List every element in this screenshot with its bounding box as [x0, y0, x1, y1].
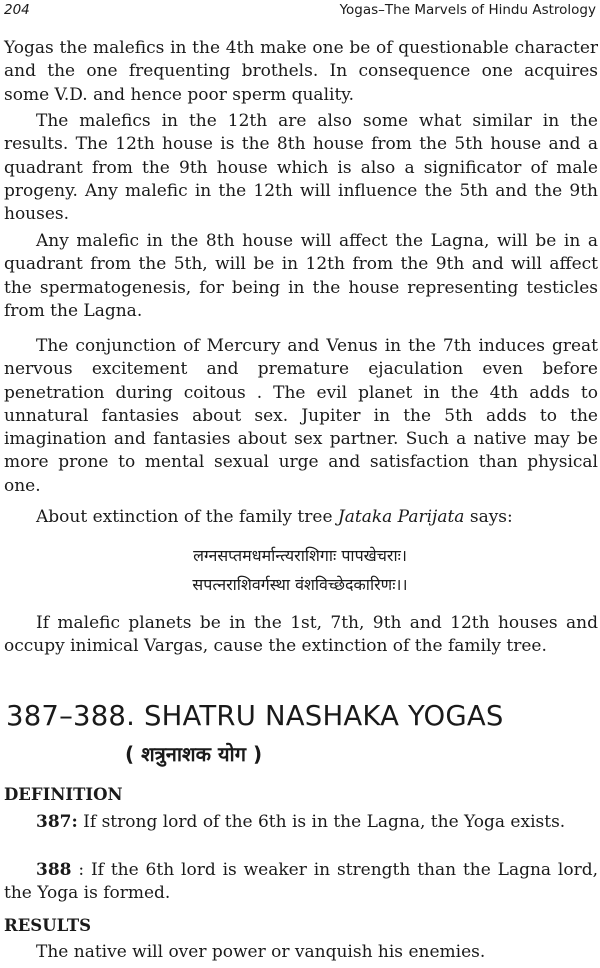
paragraph-mercury-venus: The conjunction of Mercury and Venus in the 7th induces great nervous excitement and premature ejaculation even before penetration during coitous . The evil planet in the 4th adds to unnatural fantasies about sex. Jupiter in the 5th adds to the imagination and fantasies about sex partner. Such a native may be more prone to mental sexual urge and satisfaction than physical one. — [4, 336, 598, 496]
definition-388 — [4, 859, 598, 906]
sanskrit-verse-line-2: सपत्नराशिवर्गस्था वंशविच्छेदकारिणः।। — [192, 575, 408, 594]
paragraph-extinction-result: If malefic planets be in the 1st, 7th, 9th and 12th houses and occupy inimical Vargas, cause the extinction of the family tree. — [4, 613, 598, 657]
section-heading: 387–388. SHATRU NASHAKA YOGAS — [6, 700, 504, 732]
extinction-intro-tail: says: — [464, 507, 513, 527]
paragraph-extinction-intro — [4, 506, 598, 529]
paragraph-malefic-8th: Any malefic in the 8th house will affect the Lagna, will be in a quadrant from the 5th, will be in 12th from the 9th and will affect the spermatogenesis, for being in the house representing testicles from the Lagna. — [4, 231, 598, 321]
definition-number: 387: — [36, 812, 78, 832]
definition-387 — [4, 811, 598, 834]
source-title: Jataka Parijata — [337, 507, 465, 527]
definition-number: 388 — [36, 860, 72, 880]
results-text: The native will over power or vanquish his enemies. — [36, 942, 486, 962]
paragraph-malefics-4th: Yogas the malefics in the 4th make one be of questionable character and the one frequenting brothels. In consequence one acquires some V.D. and hence poor sperm quality. — [4, 38, 598, 105]
page-number: 204 — [4, 2, 30, 18]
definition-label: DEFINITION — [4, 785, 123, 804]
results-label: RESULTS — [4, 916, 92, 935]
definition-text: : If the 6th lord is weaker in strength than the Lagna lord, the Yoga is formed. — [4, 860, 598, 904]
section-subheading: ( शत्रुनाशक योग ) — [125, 742, 263, 766]
sanskrit-verse-line-1: लग्नसप्तमधर्मान्त्यराशिगाः पापखेचराः। — [193, 546, 407, 565]
extinction-intro-text: About extinction of the family tree — [36, 507, 338, 527]
running-title: Yogas–The Marvels of Hindu Astrology — [339, 2, 596, 18]
definition-text: If strong lord of the 6th is in the Lagna, the Yoga exists. — [77, 812, 566, 832]
page-header — [0, 0, 600, 26]
paragraph-malefics-12th: The malefics in the 12th are also some what similar in the results. The 12th house is the 8th house from the 5th house and a quadrant from the 9th house which is also a significator of male progeny. Any malefic in the 12th will influence the 5th and the 9th houses. — [4, 111, 598, 225]
